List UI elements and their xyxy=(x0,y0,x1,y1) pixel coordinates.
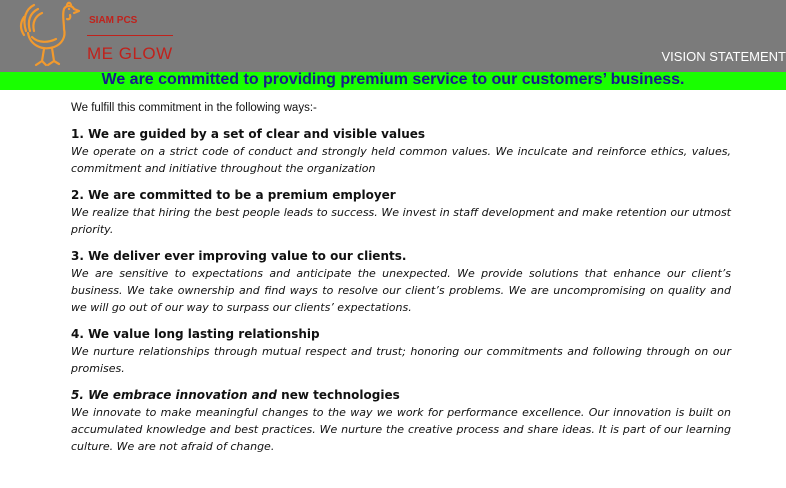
commitment-item xyxy=(71,248,731,316)
rooster-icon xyxy=(18,1,82,67)
slogan-banner xyxy=(0,72,786,90)
brand-name: ME GLOW xyxy=(87,44,173,63)
commitment-item xyxy=(71,387,731,455)
commitment-heading-italic: 5. We embrace innovation and xyxy=(71,388,277,402)
commitment-body: We operate on a strict code of conduct and strongly held common values. We inculcate and reinforce ethics, values, commitment and initiative throughout the organization xyxy=(71,145,731,175)
header-band xyxy=(0,0,786,72)
commitment-body: We are sensitive to expectations and anticipate the unexpected. We provide solutions that enhance our client’s business. We take ownership and find ways to resolve our client’s problems. We are uncompromising on quality and we will go out of our way to surpass our clients’ expectations. xyxy=(71,267,731,314)
commitment-body: We realize that hiring the best people leads to success. We invest in staff development and make retention our utmost priority. xyxy=(71,206,731,236)
commitment-heading: 3. We deliver ever improving value to our clients. xyxy=(71,249,407,263)
brand-divider xyxy=(87,35,173,36)
section-title: VISION STATEMENT xyxy=(661,49,786,64)
commitment-heading: 4. We value long lasting relationship xyxy=(71,327,320,341)
brand-top-text: SIAM PCS xyxy=(89,15,138,26)
commitment-heading: 2. We are committed to be a premium employer xyxy=(71,188,396,202)
commitment-item xyxy=(71,126,731,177)
commitment-heading xyxy=(71,387,731,404)
intro-text: We fulfill this commitment in the following ways:- xyxy=(71,102,317,114)
vision-content xyxy=(71,102,731,465)
commitment-body: We nurture relationships through mutual respect and trust; honoring our commitments and following through on our promises. xyxy=(71,345,731,375)
commitment-body: We innovate to make meaningful changes to the way we work for performance excellence. Our innovation is built on accumulated knowledge and best practices. We nurture the creative process and share ideas. It is part of our learning culture. We are not afraid of change. xyxy=(71,406,731,453)
commitment-heading: 1. We are guided by a set of clear and visible values xyxy=(71,127,426,141)
commitment-item xyxy=(71,187,731,238)
slogan-text: We are committed to providing premium service to our customers’ business. xyxy=(101,71,685,88)
commitment-item xyxy=(71,326,731,377)
commitment-heading-rest: new technologies xyxy=(276,388,400,402)
